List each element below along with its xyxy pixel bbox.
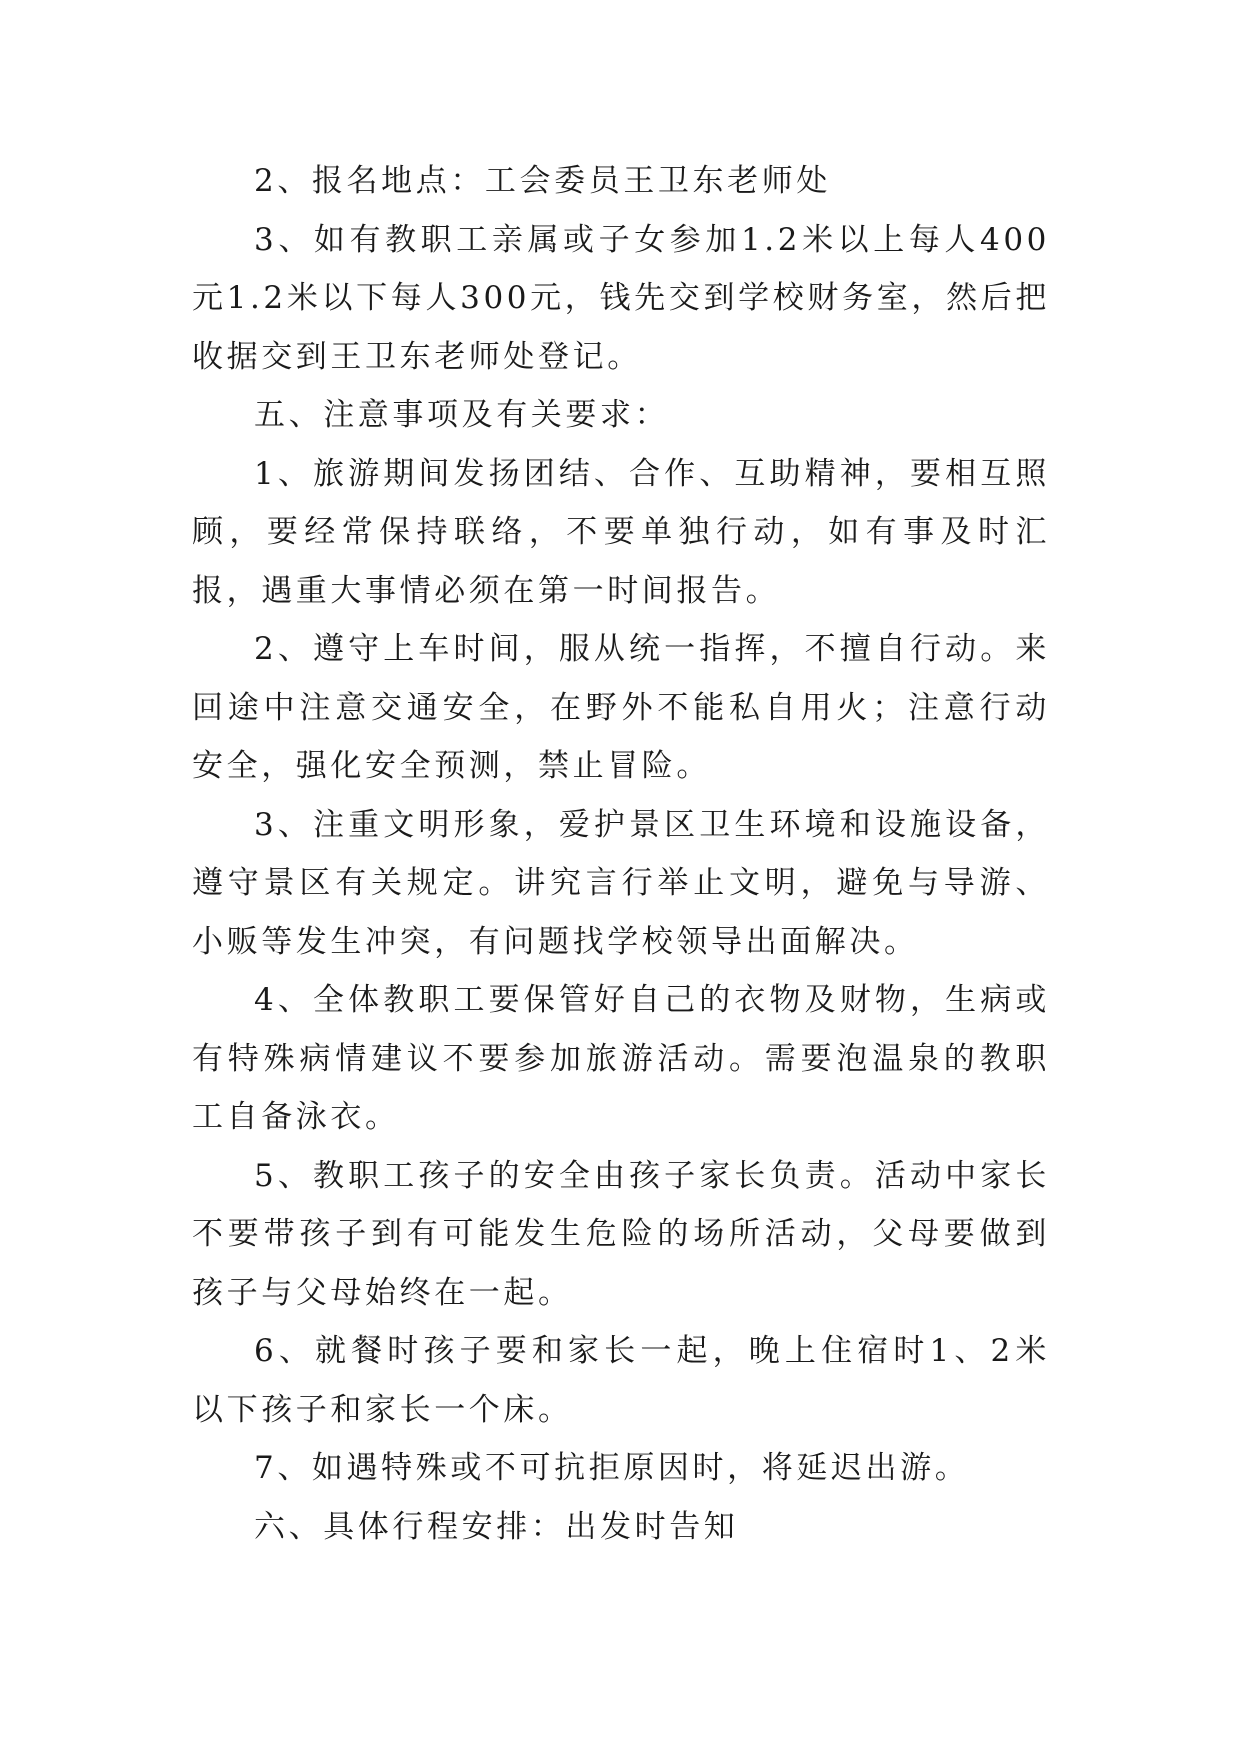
paragraph-note-5: 5、教职工孩子的安全由孩子家长负责。活动中家长不要带孩子到有可能发生危险的场所活动，父母要做到孩子与父母始终在一起。 <box>192 1157 1050 1311</box>
section-heading-notes: 五、注意事项及有关要求： <box>254 397 670 433</box>
paragraph-note-7: 7、如遇特殊或不可抗拒原因时，将延迟出游。 <box>254 1450 970 1486</box>
paragraph-registration-location: 2、报名地点：工会委员王卫东老师处 <box>254 163 831 199</box>
paragraph-note-4: 4、全体教职工要保管好自己的衣物及财物，生病或有特殊病情建议不要参加旅游活动。需要泡温泉的教职工自备泳衣。 <box>192 982 1050 1135</box>
paragraph-family-fees: 3、如有教职工亲属或子女参加1.2米以上每人400元1.2米以下每人300元，钱先交到学校财务室，然后把收据交到王卫东老师处登记。 <box>192 221 1050 375</box>
paragraph-note-2: 2、遵守上车时间，服从统一指挥，不擅自行动。来回途中注意交通安全，在野外不能私自用火；注意行动安全，强化安全预测，禁止冒险。 <box>192 631 1050 784</box>
document-body <box>192 152 1050 1556</box>
section-heading-itinerary: 六、具体行程安排：出发时告知 <box>254 1508 739 1545</box>
paragraph-note-3: 3、注重文明形象，爱护景区卫生环境和设施设备，遵守景区有关规定。讲究言行举止文明，避免与导游、小贩等发生冲突，有问题找学校领导出面解决。 <box>192 806 1050 960</box>
paragraph-note-6: 6、就餐时孩子要和家长一起，晚上住宿时1、2米以下孩子和家长一个床。 <box>192 1333 1050 1428</box>
paragraph-note-1: 1、旅游期间发扬团结、合作、互助精神，要相互照顾，要经常保持联络，不要单独行动，如有事及时汇报，遇重大事情必须在第一时间报告。 <box>192 455 1050 609</box>
